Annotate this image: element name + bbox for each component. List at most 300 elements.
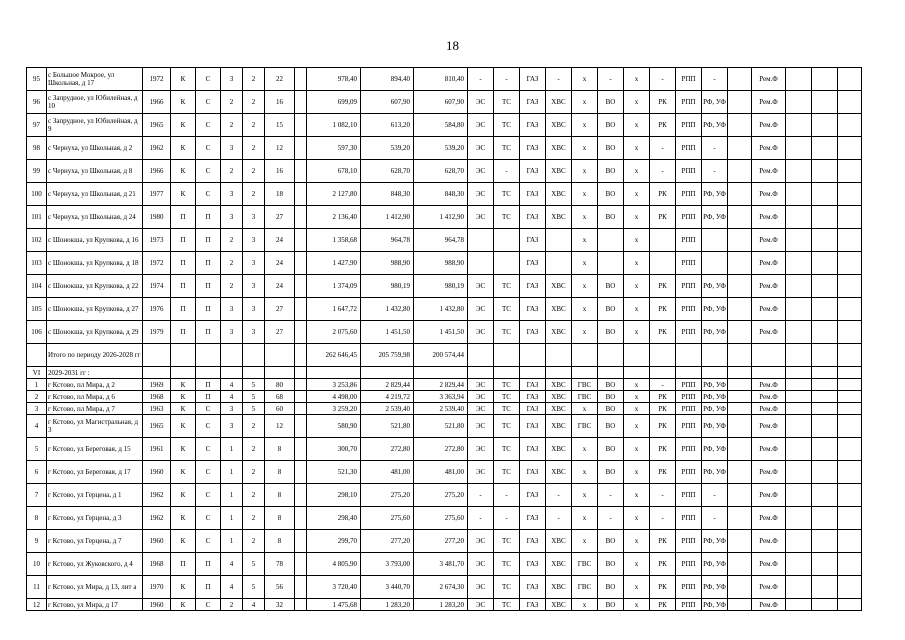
table-cell: ХВС — [546, 530, 572, 553]
table-cell: х — [572, 160, 598, 183]
table-cell: 1 427,90 — [307, 252, 361, 275]
table-cell: 275,60 — [414, 507, 468, 530]
table-cell — [624, 344, 650, 367]
table-cell: х — [624, 553, 650, 576]
table-cell: 15 — [265, 114, 295, 137]
table-cell: ВО — [598, 438, 624, 461]
table-cell: 1976 — [143, 298, 171, 321]
table-cell — [812, 344, 838, 367]
table-cell: 539,20 — [414, 137, 468, 160]
table-cell: К — [171, 507, 196, 530]
table-cell: х — [572, 68, 598, 91]
table-cell: х — [624, 530, 650, 553]
table-cell: РК — [650, 298, 676, 321]
table-cell: РФ, УФ — [702, 321, 728, 344]
table-cell — [838, 252, 862, 275]
table-cell: 2 — [243, 507, 265, 530]
table-cell: ХВС — [546, 137, 572, 160]
table-cell — [786, 507, 812, 530]
table-cell — [598, 229, 624, 252]
table-row — [27, 379, 862, 391]
table-cell — [728, 484, 752, 507]
table-cell: 24 — [265, 252, 295, 275]
table-cell: - — [650, 160, 676, 183]
table-row — [27, 91, 862, 114]
table-cell — [520, 367, 546, 379]
table-cell: 521,80 — [361, 415, 414, 438]
table-cell: 1 — [221, 438, 243, 461]
table-cell: РФ, УФ — [703, 380, 726, 389]
table-cell — [786, 275, 812, 298]
table-cell: 2 — [243, 160, 265, 183]
table-cell: х — [624, 206, 650, 229]
table-cell: 300,70 — [307, 438, 361, 461]
table-cell — [171, 344, 196, 367]
table-cell: 678,10 — [307, 160, 361, 183]
table-cell: х — [624, 403, 650, 415]
table-cell: ХВС — [546, 576, 572, 599]
table-cell: 3 793,00 — [361, 553, 414, 576]
table-cell: - — [650, 137, 676, 160]
address-cell: с Запрудное, ул Юбилейная, д 10 — [47, 91, 143, 114]
table-cell: х — [572, 252, 598, 275]
table-cell — [812, 415, 838, 438]
table-cell: РФ, УФ — [702, 576, 728, 599]
table-cell: К — [171, 438, 196, 461]
table-cell: П — [171, 321, 196, 344]
table-cell: 521,80 — [414, 415, 468, 438]
table-cell: - — [702, 507, 728, 530]
table-cell — [728, 403, 752, 415]
table-cell — [295, 114, 307, 137]
table-row — [27, 275, 862, 298]
table-cell: С — [196, 599, 221, 611]
table-cell — [598, 252, 624, 275]
table-cell — [650, 344, 676, 367]
table-cell — [786, 344, 812, 367]
table-cell: ГАЗ — [520, 461, 546, 484]
table-cell: 2 — [221, 91, 243, 114]
table-cell — [838, 367, 862, 379]
table-cell — [812, 530, 838, 553]
table-cell: ЭС — [468, 403, 494, 415]
table-cell — [598, 367, 624, 379]
table-cell: С — [196, 403, 221, 415]
address-cell: с Большое Мокрое, ул Школьная, д 17 — [47, 68, 143, 91]
table-row — [27, 403, 862, 415]
table-cell: 200 574,44 — [414, 344, 468, 367]
table-cell — [243, 344, 265, 367]
page-number: 18 — [446, 38, 459, 53]
table-cell: РПП — [676, 114, 702, 137]
table-cell — [295, 553, 307, 576]
table-cell: 275,20 — [414, 484, 468, 507]
table-cell: 5 — [243, 391, 265, 403]
table-cell: Рем.Ф — [752, 415, 786, 438]
table-cell: 1 451,50 — [361, 321, 414, 344]
table-row — [27, 461, 862, 484]
table-cell: 2 — [243, 461, 265, 484]
table-cell: ГВС — [572, 576, 598, 599]
table-cell: ХВС — [546, 461, 572, 484]
table-cell: - — [494, 160, 520, 183]
table-cell: РПП — [676, 438, 702, 461]
table-cell: 1 374,09 — [307, 275, 361, 298]
table-cell: ВО — [598, 391, 624, 403]
table-cell: 2 — [221, 599, 243, 611]
table-cell — [702, 252, 728, 275]
table-cell: РПП — [676, 599, 702, 611]
table-cell: ХВС — [546, 599, 572, 611]
table-cell: 5 — [27, 438, 47, 461]
table-cell — [812, 507, 838, 530]
table-cell: 2 075,60 — [307, 321, 361, 344]
table-cell — [838, 391, 862, 403]
table-cell — [494, 367, 520, 379]
table-cell: РК — [650, 415, 676, 438]
table-cell: 1 — [221, 530, 243, 553]
table-cell: П — [171, 229, 196, 252]
table-cell: ГАЗ — [520, 438, 546, 461]
table-cell: 481,00 — [361, 461, 414, 484]
table-cell: 1965 — [143, 114, 171, 137]
table-cell: 104 — [27, 275, 47, 298]
table-cell: П — [196, 391, 221, 403]
table-row — [27, 415, 862, 438]
table-cell: К — [171, 391, 196, 403]
table-cell: РПП — [676, 415, 702, 438]
table-cell: ГВС — [572, 391, 598, 403]
table-cell: 2 — [221, 160, 243, 183]
table-cell: Рем.Ф — [752, 461, 786, 484]
table-cell: х — [624, 415, 650, 438]
table-cell — [812, 367, 838, 379]
housing-table — [26, 67, 862, 611]
table-cell — [295, 275, 307, 298]
address-cell: г Кстово, ул Герцена, д 7 — [47, 530, 143, 553]
table-cell: 3 — [221, 403, 243, 415]
table-cell: х — [572, 599, 598, 611]
table-cell: ГАЗ — [520, 183, 546, 206]
table-cell: РПП — [676, 252, 702, 275]
address-cell: с Чернуха, ул Школьная, д 2 — [47, 137, 143, 160]
table-cell: 1962 — [143, 484, 171, 507]
table-row — [27, 183, 862, 206]
table-cell: 1 — [221, 484, 243, 507]
table-cell: ГАЗ — [520, 229, 546, 252]
table-cell: ТС — [494, 553, 520, 576]
table-cell: 68 — [265, 391, 295, 403]
table-cell: 8 — [265, 507, 295, 530]
table-cell: ЭС — [468, 599, 494, 611]
table-cell: 848,30 — [414, 183, 468, 206]
table-cell: РК — [650, 183, 676, 206]
table-row — [27, 599, 862, 611]
table-row — [27, 229, 862, 252]
table-cell: РФ, УФ — [703, 392, 726, 401]
table-cell — [752, 367, 786, 379]
table-cell: х — [624, 137, 650, 160]
table-cell: 3 — [243, 206, 265, 229]
table-cell: 3 720,40 — [307, 576, 361, 599]
table-cell: 3 440,70 — [361, 576, 414, 599]
table-cell — [295, 229, 307, 252]
table-cell: ЭС — [468, 206, 494, 229]
table-cell: 56 — [265, 576, 295, 599]
table-cell — [295, 367, 307, 379]
table-cell — [265, 367, 295, 379]
table-cell: 980,19 — [361, 275, 414, 298]
table-cell — [786, 160, 812, 183]
table-cell: ЭС — [468, 91, 494, 114]
table-cell: ВО — [598, 137, 624, 160]
table-cell: х — [572, 137, 598, 160]
table-cell — [295, 507, 307, 530]
table-cell — [728, 137, 752, 160]
table-cell: К — [171, 379, 196, 391]
table-cell: ВО — [598, 183, 624, 206]
table-cell — [786, 530, 812, 553]
table-cell: Рем.Ф — [752, 206, 786, 229]
table-cell — [295, 391, 307, 403]
table-cell: ХВС — [546, 403, 572, 415]
table-cell: х — [624, 114, 650, 137]
table-cell: Рем.Ф — [752, 229, 786, 252]
table-cell: 27 — [265, 321, 295, 344]
table-cell: ГАЗ — [520, 530, 546, 553]
table-cell: 1 432,80 — [361, 298, 414, 321]
table-cell: ГАЗ — [520, 298, 546, 321]
table-cell: С — [196, 183, 221, 206]
table-cell: - — [598, 68, 624, 91]
table-cell: 1 432,80 — [414, 298, 468, 321]
table-cell — [572, 367, 598, 379]
table-cell — [728, 114, 752, 137]
table-cell — [838, 137, 862, 160]
table-cell: х — [624, 484, 650, 507]
table-cell: х — [572, 461, 598, 484]
table-cell: С — [196, 91, 221, 114]
table-cell: Рем.Ф — [752, 403, 786, 415]
table-cell: 4 — [221, 391, 243, 403]
table-cell: 613,20 — [361, 114, 414, 137]
table-cell — [468, 367, 494, 379]
table-cell — [786, 438, 812, 461]
table-cell: Рем.Ф — [752, 391, 786, 403]
address-cell: г Кстово, ул Жуковского, д 4 — [47, 553, 143, 576]
table-cell: ЭС — [468, 160, 494, 183]
table-cell: ГАЗ — [520, 321, 546, 344]
table-cell: 2 829,44 — [414, 379, 468, 391]
table-cell: - — [546, 484, 572, 507]
table-cell — [838, 599, 862, 611]
table-cell: 1972 — [143, 252, 171, 275]
table-cell — [786, 415, 812, 438]
table-row — [27, 391, 862, 403]
table-cell — [728, 91, 752, 114]
table-row — [27, 298, 862, 321]
table-cell: 3 — [243, 252, 265, 275]
table-cell: х — [624, 183, 650, 206]
table-cell — [838, 91, 862, 114]
table-cell: 1963 — [143, 403, 171, 415]
table-cell: ТС — [494, 415, 520, 438]
table-cell — [812, 183, 838, 206]
table-cell — [295, 206, 307, 229]
table-cell: 1972 — [143, 68, 171, 91]
table-cell: 96 — [27, 91, 47, 114]
table-cell: 3 259,20 — [307, 403, 361, 415]
table-cell: РПП — [676, 530, 702, 553]
table-cell — [702, 367, 728, 379]
table-cell — [728, 530, 752, 553]
table-cell: 3 253,86 — [307, 379, 361, 391]
table-cell: 16 — [265, 160, 295, 183]
table-cell — [196, 367, 221, 379]
table-cell — [812, 321, 838, 344]
table-cell: 1960 — [143, 599, 171, 611]
table-cell: С — [196, 530, 221, 553]
table-cell — [295, 91, 307, 114]
table-cell: С — [196, 137, 221, 160]
table-cell: 1970 — [143, 576, 171, 599]
table-cell — [728, 367, 752, 379]
table-cell: 10 — [27, 553, 47, 576]
table-cell — [812, 114, 838, 137]
table-cell — [546, 252, 572, 275]
table-cell: 5 — [243, 379, 265, 391]
table-cell: РФ, УФ — [702, 461, 728, 484]
table-cell: ТС — [494, 298, 520, 321]
table-cell: С — [196, 114, 221, 137]
table-cell — [295, 321, 307, 344]
table-cell: 628,70 — [414, 160, 468, 183]
table-cell: ХВС — [546, 391, 572, 403]
table-cell: ВО — [598, 298, 624, 321]
table-cell: 1980 — [143, 206, 171, 229]
table-cell: - — [494, 507, 520, 530]
table-cell: ГАЗ — [520, 275, 546, 298]
table-cell: ТС — [494, 530, 520, 553]
table-cell: РК — [650, 206, 676, 229]
table-cell — [728, 379, 752, 391]
table-cell: К — [171, 461, 196, 484]
table-cell — [650, 229, 676, 252]
address-cell: г Кстово, ул Магистральная, д 3 — [47, 415, 143, 438]
table-cell: ВО — [598, 599, 624, 611]
table-cell: ЭС — [468, 438, 494, 461]
table-cell: 2 — [221, 114, 243, 137]
table-cell: 98 — [27, 137, 47, 160]
table-cell — [786, 553, 812, 576]
table-cell: РПП — [676, 298, 702, 321]
table-cell: 1973 — [143, 229, 171, 252]
table-cell: 628,70 — [361, 160, 414, 183]
table-cell: х — [624, 507, 650, 530]
table-cell: К — [171, 137, 196, 160]
table-cell: 1966 — [143, 160, 171, 183]
table-cell: 4 805,90 — [307, 553, 361, 576]
table-cell: РФ, УФ — [703, 404, 726, 413]
table-cell — [295, 403, 307, 415]
table-cell: 481,00 — [414, 461, 468, 484]
table-cell: Рем.Ф — [752, 137, 786, 160]
table-cell — [786, 379, 812, 391]
table-cell: ХВС — [546, 206, 572, 229]
table-cell — [812, 137, 838, 160]
table-cell — [728, 599, 752, 611]
table-cell: 2 127,80 — [307, 183, 361, 206]
table-cell: ГВС — [572, 379, 598, 391]
address-cell: г Кстово, пл Мира, д 6 — [47, 391, 143, 403]
table-cell: ТС — [494, 206, 520, 229]
table-cell: ВО — [598, 553, 624, 576]
table-cell: 1968 — [143, 553, 171, 576]
table-cell: х — [624, 576, 650, 599]
table-cell: 699,09 — [307, 91, 361, 114]
table-cell — [728, 553, 752, 576]
table-cell: 4 — [221, 379, 243, 391]
table-cell — [295, 379, 307, 391]
table-cell: 2 — [221, 252, 243, 275]
table-cell: ГАЗ — [520, 553, 546, 576]
table-cell: 3 — [243, 275, 265, 298]
table-cell: 3 — [221, 183, 243, 206]
table-cell: ВО — [598, 403, 624, 415]
address-cell: г Кстово, ул Герцена, д 1 — [47, 484, 143, 507]
table-cell — [728, 576, 752, 599]
table-cell: 2 — [221, 275, 243, 298]
table-cell: ВО — [598, 114, 624, 137]
table-cell: К — [171, 403, 196, 415]
table-cell: ВО — [598, 576, 624, 599]
table-cell — [728, 298, 752, 321]
table-cell: 2 674,30 — [414, 576, 468, 599]
table-cell: х — [624, 461, 650, 484]
table-cell: РК — [650, 403, 676, 415]
table-cell: х — [624, 160, 650, 183]
table-cell — [598, 344, 624, 367]
table-cell: 1960 — [143, 530, 171, 553]
table-cell — [295, 183, 307, 206]
table-cell: ГАЗ — [520, 507, 546, 530]
table-cell — [838, 206, 862, 229]
table-cell: ТС — [494, 91, 520, 114]
table-cell: ЭС — [468, 137, 494, 160]
table-cell: 4 498,00 — [307, 391, 361, 403]
table-row — [27, 252, 862, 275]
table-cell: 3 — [221, 137, 243, 160]
table-cell: 2 — [243, 114, 265, 137]
table-cell: х — [572, 507, 598, 530]
table-cell — [171, 367, 196, 379]
table-cell: 298,10 — [307, 484, 361, 507]
table-cell: 272,80 — [414, 438, 468, 461]
table-cell: ТС — [494, 403, 520, 415]
table-cell: х — [572, 229, 598, 252]
table-cell — [27, 344, 47, 367]
table-cell: 1974 — [143, 275, 171, 298]
table-cell: 3 — [221, 68, 243, 91]
table-cell: К — [171, 415, 196, 438]
table-cell — [838, 553, 862, 576]
table-cell: 4 219,72 — [361, 391, 414, 403]
table-cell: - — [468, 484, 494, 507]
table-cell — [728, 507, 752, 530]
table-cell — [221, 344, 243, 367]
table-cell: Рем.Ф — [752, 484, 786, 507]
table-cell: ГАЗ — [520, 391, 546, 403]
